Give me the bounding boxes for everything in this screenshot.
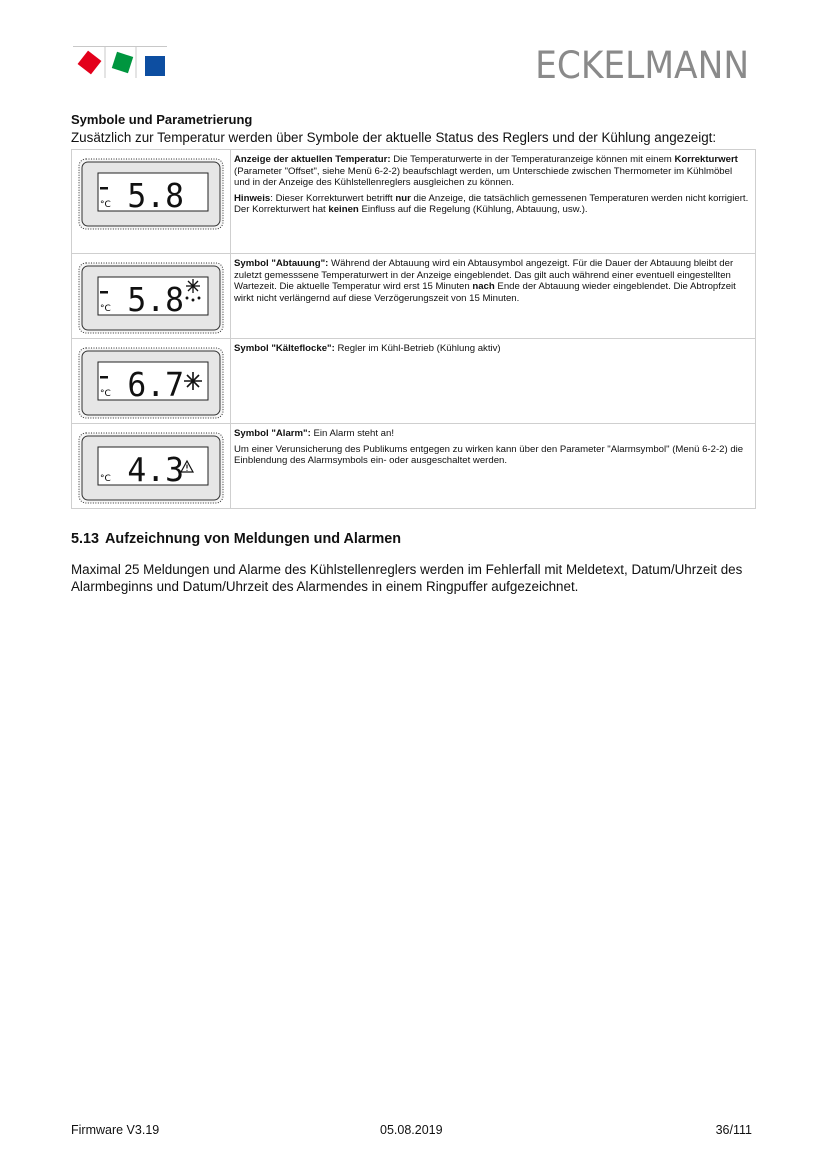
- temperature-value: 5.8: [127, 280, 185, 320]
- unit-label: °C: [100, 474, 111, 484]
- section-heading-5-13: [71, 531, 401, 547]
- eckelmann-logo: [73, 46, 167, 78]
- footer-page-number: 36/111: [715, 1123, 752, 1137]
- display-illustration: [78, 158, 224, 232]
- unit-label: °C: [100, 304, 111, 314]
- section-intro: Zusätzlich zur Temperatur werden über Symbole der aktuelle Status des Reglers und der Kühlung angezeigt:: [71, 130, 717, 145]
- display-illustration: [78, 262, 224, 336]
- unit-label: °C: [100, 200, 111, 210]
- section-title-symbols: Symbole und Parametrierung: [71, 112, 253, 127]
- temperature-value: 4.3: [127, 450, 185, 490]
- temperature-value: 6.7: [127, 365, 185, 405]
- footer-date: 05.08.2019: [380, 1123, 443, 1137]
- logo-red-square: [78, 51, 102, 75]
- symbol-table: [71, 149, 756, 509]
- section-title: Aufzeichnung von Meldungen und Alarmen: [105, 531, 402, 547]
- display-illustration: [78, 432, 224, 506]
- table-row: °C 5.8 Anzeige der aktuellen Temperatur: Die Temperaturwerte in der Temperaturanzeige können mit einem Korrekturwert (Parameter "Offset", siehe Menü 6-2-2) beaufschlagt werden, um Unterschiede zwischen Thermometer im Kühlmöbel und in der Anzeige des Kühlstellenreglers ausgleichen zu können. Hinweis: Dieser Korrekturwert betrifft nur die Anzeige, die tatsächlich gemessenen Temperaturen werden nicht korrigiert. Der Korrekturwert hat keinen Einfluss auf die Regelung (Kühlung, Abtauung, usw.).: [72, 150, 756, 254]
- unit-label: °C: [100, 389, 111, 399]
- section-body: Maximal 25 Meldungen und Alarme des Kühlstellenreglers werden im Fehlerfall mit Meldetext, Datum/Uhrzeit des Alarmbeginns und Datum/Uhrzeit des Alarmendes in einem Ringpuffer aufgezeichnet.: [71, 562, 743, 594]
- logo-green-square: [112, 52, 133, 73]
- table-row: °C 4.3 Symbol "Alarm": Ein Alarm steht an! Um einer Verunsicherung des Publikums entgegen zu wirken kann über den Parameter "Alarmsymbol" (Menü 6-2-2) die Einblendung des Alarmsymbols ein- oder ausgeschaltet werden.: [72, 424, 756, 509]
- temperature-value: 5.8: [127, 176, 185, 216]
- logo-blue-square: [145, 56, 165, 76]
- section-number: 5.13: [71, 531, 100, 547]
- table-row: °C 6.7 Symbol "Kälteflocke": Regler im Kühl-Betrieb (Kühlung aktiv): [72, 339, 756, 424]
- table-row: °C 5.8 Symbol "Abtauung": Während der Abtauung wird ein Abtausymbol angezeigt. Für die Dauer der Abtauung bleibt der zuletzt gemesssene Temperaturwert in der Anzeige eingeblendet. Das gilt auch während einer eventuell eingestellten Wartezeit. Die aktuelle Temperatur wird erst 15 Minuten nach Ende der Abtauung wieder eingeblendet. Die Abtropfzeit wirkt nicht verlängernd auf diese Verzögerungszeit von 15 Minuten.: [72, 254, 756, 339]
- brand-wordmark: ECKELMANN: [535, 44, 749, 87]
- footer-firmware: Firmware V3.19: [71, 1123, 160, 1137]
- display-illustration: [78, 347, 224, 421]
